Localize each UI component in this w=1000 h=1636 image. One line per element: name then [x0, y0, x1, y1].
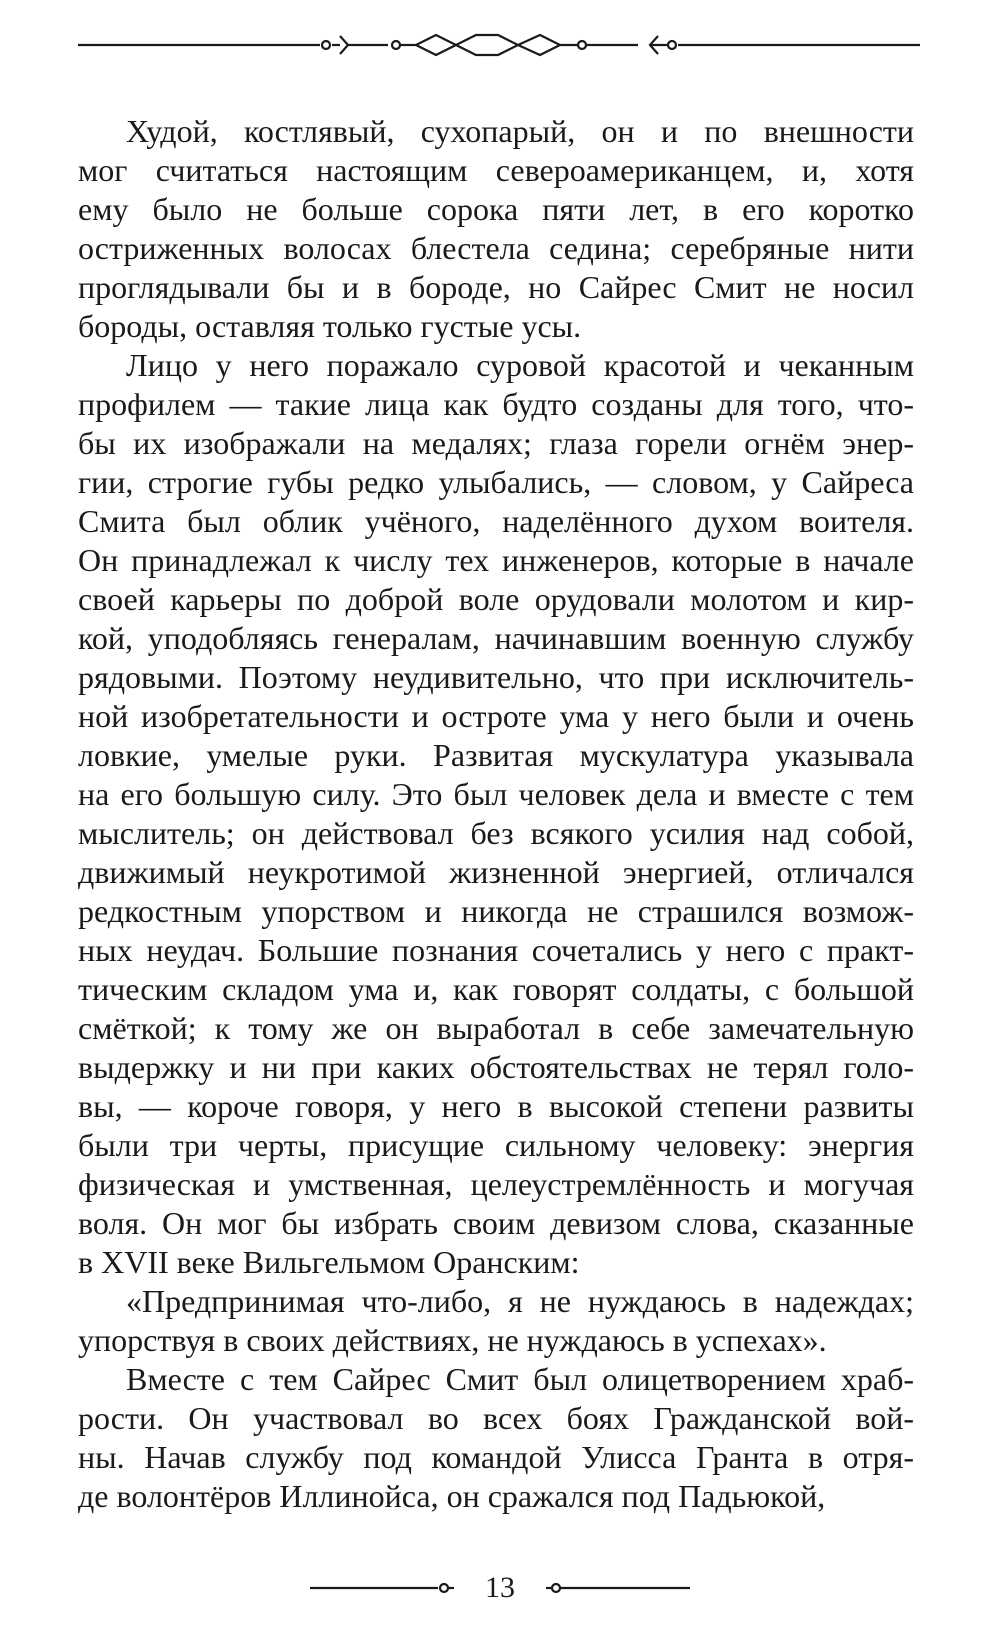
text-line: «Предпринимая что-либо, я не нуждаюсь в надеждах; [126, 1283, 914, 1319]
text-line: вы, — короче говоря, у него в высокой степени развиты [78, 1088, 914, 1124]
text-line: физическая и умственная, целеустремлённость и могучая [78, 1166, 914, 1202]
page-footer [0, 1568, 1000, 1608]
text-line: де волонтёров Иллинойса, он сражался под Падьюкой, [78, 1478, 826, 1514]
text-line: гии, строгие губы редко улыбались, — словом, у Сайреса [78, 464, 914, 500]
text-line: ных неудач. Большие познания сочетались у него с практ- [78, 932, 914, 968]
header-ornament-icon [78, 30, 920, 60]
text-line: ной изобретательности и остроте ума у него были и очень [78, 698, 914, 734]
text-line: мог считаться настоящим североамериканцем, и, хотя [78, 152, 914, 188]
text-line: ловкие, умелые руки. Развитая мускулатура указывала [78, 737, 914, 773]
text-line: выдержку и ни при каких обстоятельствах не терял голо- [78, 1049, 914, 1085]
text-line: кой, уподобляясь генералам, начинавшим военную службу [78, 620, 914, 656]
text-line: были три черты, присущие сильному человеку: энергия [78, 1127, 914, 1163]
text-line: бы их изображали на медалях; глаза горели огнём энер- [78, 425, 914, 461]
text-line: Вместе с тем Сайрес Смит был олицетворением храб- [126, 1361, 914, 1397]
text-line: остриженных волосах блестела седина; серебряные нити [78, 230, 914, 266]
text-line: бороды, оставляя только густые усы. [78, 308, 582, 344]
text-line: ему было не больше сорока пяти лет, в его коротко [78, 191, 914, 227]
text-line: своей карьеры по доброй воле орудовали молотом и кир- [78, 581, 914, 617]
paragraph [78, 112, 914, 346]
text-line: движимый неукротимой жизненной энергией, отличался [78, 854, 914, 890]
text-line: Смита был облик учёного, наделённого духом воителя. [78, 503, 914, 539]
text-line: на его большую силу. Это был человек дела и вместе с тем [78, 776, 914, 812]
text-line: редкостным упорством и никогда не страшился возмож- [78, 893, 914, 929]
text-line: Он принадлежал к числу тех инженеров, которые в начале [78, 542, 914, 578]
text-line: тическим складом ума и, как говорят солдаты, с большой [78, 971, 914, 1007]
paragraph [78, 346, 914, 1282]
page-number: 13 [477, 1571, 523, 1604]
text-line: упорствуя в своих действиях, не нуждаюсь в успехах». [78, 1322, 827, 1358]
page-body [78, 112, 914, 1516]
text-line: воля. Он мог бы избрать своим девизом слова, сказанные [78, 1205, 914, 1241]
text-line: в XVII веке Вильгельмом Оранским: [78, 1244, 580, 1280]
text-line: Худой, костлявый, сухопарый, он и по внешности [126, 113, 914, 149]
text-line: профилем — такие лица как будто созданы для того, что- [78, 386, 914, 422]
paragraph [78, 1282, 914, 1360]
text-line: рядовыми. Поэтому неудивительно, что при исключитель- [78, 659, 914, 695]
text-line: ны. Начав службу под командой Улисса Гранта в отря- [78, 1439, 914, 1475]
text-line: Лицо у него поражало суровой красотой и чеканным [126, 347, 914, 383]
text-line: проглядывали бы и в бороде, но Сайрес Смит не носил [78, 269, 914, 305]
text-line: смёткой; к тому же он выработал в себе замечательную [78, 1010, 914, 1046]
paragraph [78, 1360, 914, 1516]
text-line: рости. Он участвовал во всех боях Гражданской вой- [78, 1400, 914, 1436]
text-line: мыслитель; он действовал без всякого усилия над собой, [78, 815, 914, 851]
